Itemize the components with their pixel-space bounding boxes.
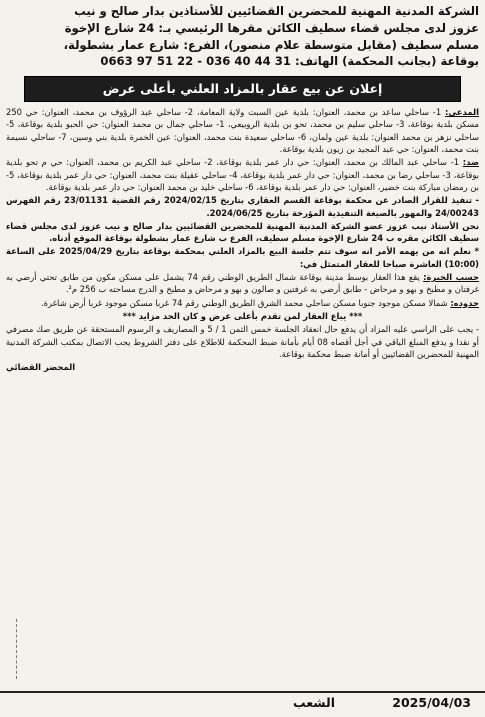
plaintiffs-paragraph: [6, 106, 479, 155]
notice-header: [6, 3, 479, 70]
notice-body: [6, 106, 479, 373]
publication-name: الشعب: [293, 695, 335, 710]
footer: [0, 691, 485, 713]
company-name: الشركة المدنية المهنية للمحضرين القضائيين للأستاذين بدار صالح و نيب: [74, 4, 479, 18]
sale-condition-line: *** يباع العقار لمن تقدم بأعلى عرض و كان الحد مزايد ***: [122, 310, 363, 321]
company-address-line-1: عزوز لدى مجلس قضاء سطيف الكائن مقرها الرئيسي بـ: 24 شارع الإخوة: [64, 20, 479, 35]
boundaries-paragraph: [6, 297, 479, 309]
publication-date: 2025/04/03: [392, 695, 471, 710]
expertise-label: حسب الخبرة:: [423, 272, 479, 283]
court-decision-paragraph: - تنفيذ للقرار الصادر عن محكمة بوقاعة القسم العقاري بتاريخ 2024/02/15 رقم القضية 23/01131 رقم الفهرس 24/00243 والمهور بالصيغة التنفيذية المؤرخة بتاريخ 2024/06/25.: [6, 195, 479, 218]
bailiff-paragraph: نحن الأستاذ نيب عزوز عضو الشركة المدنية المهنية للمحضرين القضائيين بدار صالح و نيب عزوز لدى مجلس قضاء سطيف الكائن مقره ب 24 شارع الإخوة مسلم سطيف، الفرع ب شارع عمار بشطولة بوقاعة الموقع أدناه.: [6, 220, 479, 244]
boundaries-text: شمالا مسكن موجود جنوبا مسكن ساحلي محمد الشرق الطريق الوطني رقم 74 غربا مسكن موجود غربا أرض شاغرة.: [40, 297, 448, 308]
notice-title-banner: إعلان عن بيع عقار بالمزاد العلني بأعلى عرض: [24, 76, 461, 102]
auction-date-paragraph: * نعلم انه من يهمه الأمر انه سوف تتم جلسة البيع بالمزاد العلني بمحكمة بوقاعة بتاريخ 2025/04/29 على الساعة (10:00) العاشرة صباحا للعقار المتمثل في:: [6, 246, 479, 269]
boundaries-label: حدوده:: [450, 297, 479, 308]
scan-border-mark: [16, 619, 18, 679]
plaintiffs-label: المدعى:: [444, 107, 479, 118]
expertise-text: يقع هذا العقار بوسط مدينة بوقاعة شمال الطريق الوطني رقم 74 يشمل على مسكن مكون من طابق تحتي أرضي به غرفتان و مطبخ و بهو و مرحاض - طابق أرضي به غرفتين و صالون و بهو و مرحاض و مطبخ و الدرج مساحته ب 256 م².: [6, 272, 479, 295]
signature-line: المحضر القضائي: [6, 362, 76, 373]
expertise-paragraph: [6, 271, 479, 296]
plaintiffs-text: 1- ساحلي ساعد بن محمد، العنوان: بلدية عين السبت ولاية المعامة، 2- ساحلي عبد الرؤوف بن محمد، العنوان: حي 250 مسكن بلدية بوقاعة، 3- ساحلي سليم بن محمد، تحو بن بلدية الروبيعي، 1- ساحلي جمال بن محمد العنوان: حي الحبو بلدية بوقاعة، 5- ساحلي نزهر بن محمد العنوان: بلدية عين ولمان، 6- ساحلي سعيدة بنت محمد، العنوان: عين الخمرة بلدية بني وسين، 7- ساحلي نسيمة بنت محمد، العنوان: حي عبد المجيد بن زيون بلدية بوقاعة.: [6, 107, 479, 155]
defendants-text: 1- ساحلي عبد المالك بن محمد، العنوان: حي دار عمر بلدية بوقاعة، 2- ساحلي عبد الكريم بن محمد، العنوان: حي م تحو بلدية بوقاعة، 3- ساحلي رضا بن محمد، العنوان: حي دار عمر بلدية بوقاعة، 4- ساحلي عقيلة بنت محمد، العنوان: حي دار عمر بلدية بوقاعة، 5- بن رمضان مباركة بنت خضير، العنوان: حي دار عمر بلدية بوقاعة، 6- ساحلي خليد بن محمد العنوان: حي دار عمر بلدية بوقاعة.: [6, 157, 479, 192]
defendants-paragraph: [6, 156, 479, 193]
company-address-line-2: مسلم سطيف (مقابل متوسطة علام منصور)، الفرع: شارع عمار بشطولة،: [63, 37, 479, 52]
defendants-label: ضد:: [462, 157, 480, 168]
company-phones: بوقاعة (بجانب المحكمة) الهاتف: 31 44 40 036 - 22 51 97 0663: [100, 54, 479, 69]
payment-terms-paragraph: - يجب على الراسي عليه المزاد أن يدفع حال انعقاد الجلسة خمس الثمن 1 / 5 و المصاريف و الرسوم المستحقة عن طريق صك مصرفي أو نقدا و يدفع المبلغ الباقي في أجل أقصاه 08 أيام بأمانة ضبط المحكمة للاطلاع على دفتر الشروط يجب الاتصال بمكتب الشركة المدنية المهنية للمحضرين القضائيين أو أمانة ضبط محكمة بوقاعة.: [6, 324, 479, 359]
